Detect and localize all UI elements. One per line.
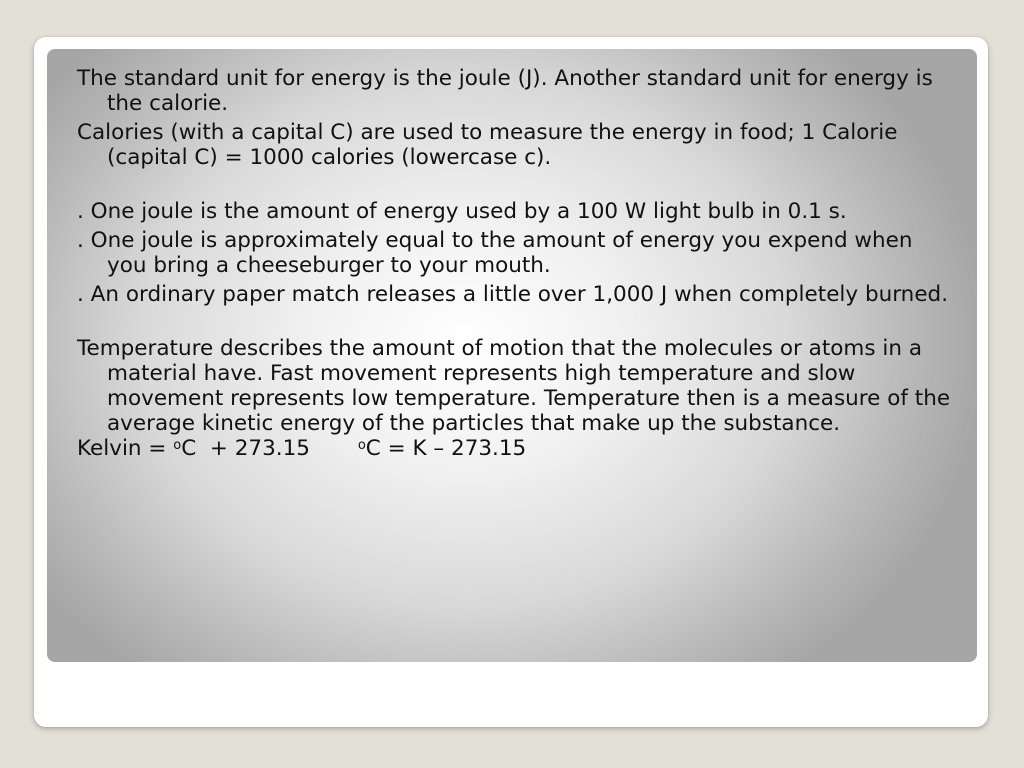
paragraph-joule-definition: The standard unit for energy is the joule (J). Another standard unit for energy is the calorie.	[77, 66, 933, 116]
temperature-conversion-formulas	[77, 436, 957, 461]
formula-spacer	[310, 436, 358, 461]
slide-text-body	[77, 66, 957, 461]
degree-symbol: o	[357, 438, 366, 453]
celsius-formula-suffix: C = K – 273.15	[365, 436, 527, 461]
paragraph-calorie-definition: Calories (with a capital C) are used to measure the energy in food; 1 Calorie (capital C) = 1000 calories (lowercase c).	[77, 120, 898, 170]
paragraph-paper-match: . An ordinary paper match releases a little over 1,000 J when completely burned.	[77, 282, 949, 307]
kelvin-formula-prefix: Kelvin =	[77, 436, 174, 461]
paragraph-joule-light-bulb: . One joule is the amount of energy used by a 100 W light bulb in 0.1 s.	[77, 199, 847, 224]
paragraph-temperature-definition: Temperature describes the amount of motion that the molecules or atoms in a material have. Fast movement represents high temperature and slow movement represents low temperature. Temperature then is a measure of the average kinetic energy of the particles that make up the substance.	[77, 336, 951, 436]
kelvin-formula-suffix: C + 273.15	[181, 436, 310, 461]
paragraph-joule-cheeseburger: . One joule is approximately equal to the amount of energy you expend when you bring a cheeseburger to your mouth.	[77, 228, 913, 278]
degree-symbol: o	[173, 438, 182, 453]
